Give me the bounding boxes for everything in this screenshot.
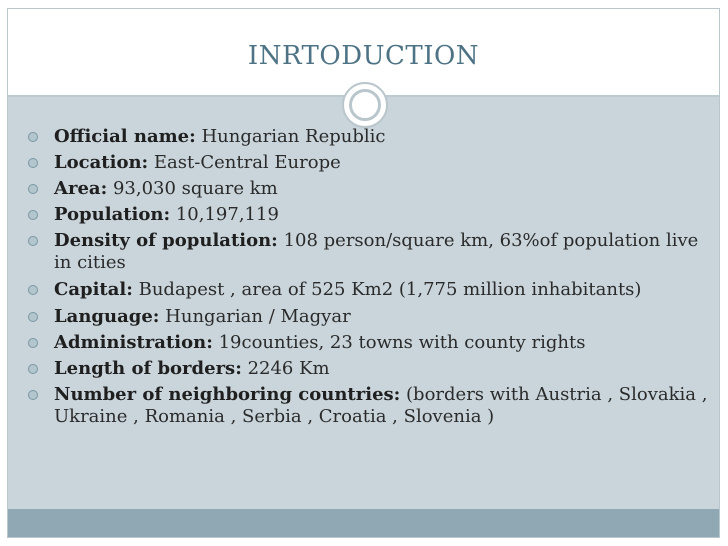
bullet-icon	[28, 236, 38, 246]
bullet-icon	[28, 158, 38, 168]
item-value: 2246 Km	[241, 358, 330, 379]
bullet-icon	[28, 285, 38, 295]
item-label: Administration:	[54, 332, 213, 353]
item-value: East-Central Europe	[148, 152, 341, 173]
slide-title: INRTODUCTION	[247, 41, 480, 71]
item-value: 108 person/square km, 63%of population live in cities	[54, 230, 699, 273]
item-value: Hungarian Republic	[195, 126, 386, 147]
bullet-icon	[28, 184, 38, 194]
bullet-icon	[28, 210, 38, 220]
list-item	[28, 178, 708, 200]
list-item	[28, 358, 708, 380]
circle-ornament-inner-icon	[349, 89, 381, 121]
list-item	[28, 126, 708, 148]
item-label: Official name:	[54, 126, 196, 147]
item-value: 93,030 square km	[107, 178, 278, 199]
item-value: (borders with Austria , Slovakia , Ukraine , Romania , Serbia , Croatia , Slovenia )	[54, 384, 708, 427]
bullet-icon	[28, 312, 38, 322]
item-label: Density of population:	[54, 230, 278, 251]
item-label: Length of borders:	[54, 358, 242, 379]
bullet-icon	[28, 132, 38, 142]
item-label: Population:	[54, 204, 171, 225]
item-value: Budapest , area of 525 Km2 (1,775 million inhabitants)	[132, 279, 642, 300]
item-value: 10,197,119	[170, 204, 279, 225]
footer-bar	[8, 509, 719, 537]
list-item	[28, 332, 708, 354]
list-item	[28, 204, 708, 226]
item-label: Number of neighboring countries:	[54, 384, 401, 405]
bullet-list	[28, 126, 708, 433]
item-label: Area:	[54, 178, 108, 199]
list-item	[28, 230, 708, 274]
item-value: 19counties, 23 towns with county rights	[212, 332, 586, 353]
item-label: Location:	[54, 152, 149, 173]
bullet-icon	[28, 338, 38, 348]
item-label: Capital:	[54, 279, 133, 300]
circle-ornament-icon	[342, 82, 388, 128]
bullet-icon	[28, 364, 38, 374]
list-item	[28, 152, 708, 174]
item-label: Language:	[54, 306, 160, 327]
list-item	[28, 279, 708, 301]
item-value: Hungarian / Magyar	[159, 306, 351, 327]
list-item	[28, 306, 708, 328]
list-item	[28, 384, 708, 428]
bullet-icon	[28, 390, 38, 400]
